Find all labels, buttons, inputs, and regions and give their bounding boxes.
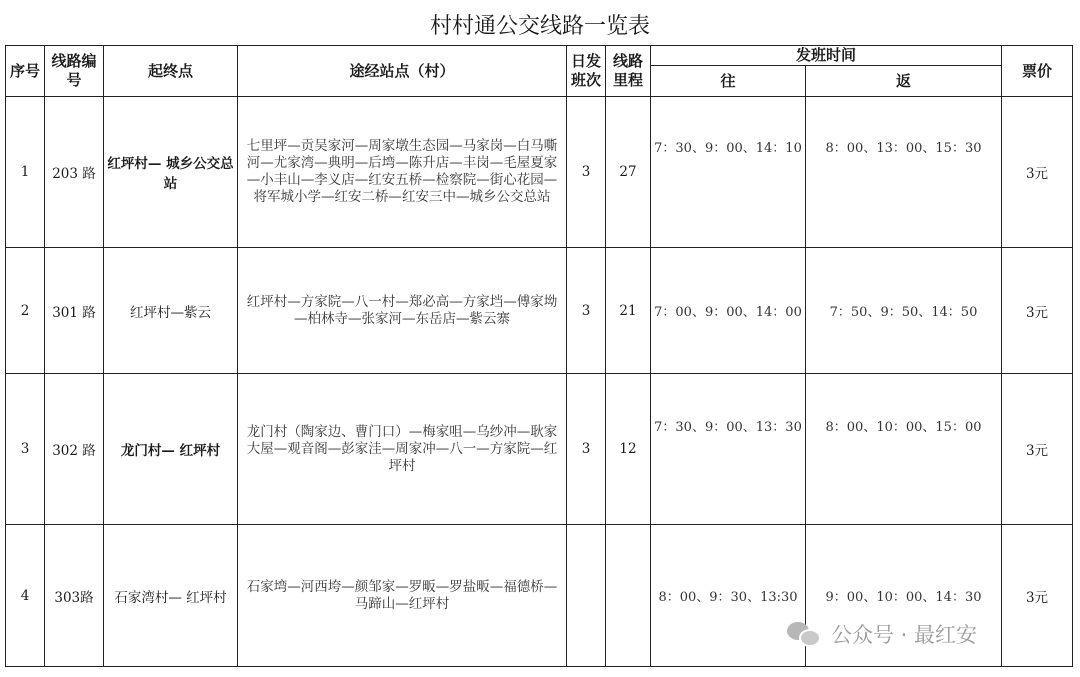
cell-endpoints: 红坪村—紫云 [104,248,238,374]
cell-route: 303路 [45,525,104,667]
cell-seq: 4 [6,525,45,667]
watermark-text: 公众号 · 最红安 [831,623,978,647]
cell-return: 9：00、10：00、14：30 [806,525,1002,667]
cell-fare: 3元 [1002,248,1073,374]
header-departure-time: 发班时间 [651,46,1002,66]
cell-fare: 3元 [1002,525,1073,667]
header-outbound: 往 [651,66,806,97]
cell-endpoints: 龙门村— 红坪村 [104,374,238,525]
cell-route: 203 路 [45,97,104,248]
cell-trips: 3 [567,97,606,248]
cell-stops: 七里坪—贡吴家河—周家墩生态园—马家岗—白马嘶河—尤家湾—典明—后塆—陈升店—丰岗—毛屋夏家—小丰山—李义店—红安五桥—检察院—街心花园—将军城小学—红安二桥—红安三中—城乡公交总站 [238,97,567,248]
cell-return: 8：00、13：00、15：30 [806,97,1002,248]
cell-fare: 3元 [1002,97,1073,248]
cell-distance [606,525,651,667]
cell-endpoints: 石家湾村— 红坪村 [104,525,238,667]
cell-endpoints: 红坪村— 城乡公交总站 [104,97,238,248]
table-row [6,97,1073,248]
cell-distance: 27 [606,97,651,248]
cell-return: 7：50、9：50、14：50 [806,248,1002,374]
cell-fare: 3元 [1002,374,1073,525]
page-title: 村村通公交线路一览表 [429,14,650,39]
cell-return: 8：00、10：00、15：00 [806,374,1002,525]
header-return: 返 [806,66,1002,97]
cell-stops: 石家塆—河西垮—颜邹家—罗畈—罗盐畈—福德桥—马蹄山—红坪村 [238,525,567,667]
header-stops: 途经站点（村） [238,46,567,97]
cell-distance: 12 [606,374,651,525]
table-row [6,248,1073,374]
wechat-icon [787,620,821,648]
cell-seq: 3 [6,374,45,525]
table-row [6,374,1073,525]
cell-trips: 3 [567,248,606,374]
cell-stops: 龙门村（陶家边、曹门口）—梅家咀—乌纱冲—耿家大屋—观音阁—彭家洼—周家冲—八一—方家院—红坪村 [238,374,567,525]
cell-outbound: 7：30、9：00、13：30 [651,374,806,525]
header-seq: 序号 [6,46,45,97]
cell-stops: 红坪村—方家院—八一村—郑必高—方家垱—傅家坳—柏林寺—张家河—东岳店—紫云寨 [238,248,567,374]
header-endpoints: 起终点 [104,46,238,97]
cell-outbound: 7：30、9：00、14：10 [651,97,806,248]
cell-outbound: 7：00、9：00、14：00 [651,248,806,374]
cell-seq: 1 [6,97,45,248]
header-route-no: 线路编号 [45,46,104,97]
header-daily-trips: 日发班次 [567,46,606,97]
cell-trips: 3 [567,374,606,525]
bus-route-table [5,45,1073,667]
header-distance: 线路里程 [606,46,651,97]
cell-trips [567,525,606,667]
cell-outbound: 8：00、9：30、13:30 [651,525,806,667]
cell-route: 301 路 [45,248,104,374]
cell-seq: 2 [6,248,45,374]
header-fare: 票价 [1002,46,1073,97]
watermark [787,616,977,652]
cell-route: 302 路 [45,374,104,525]
cell-distance: 21 [606,248,651,374]
